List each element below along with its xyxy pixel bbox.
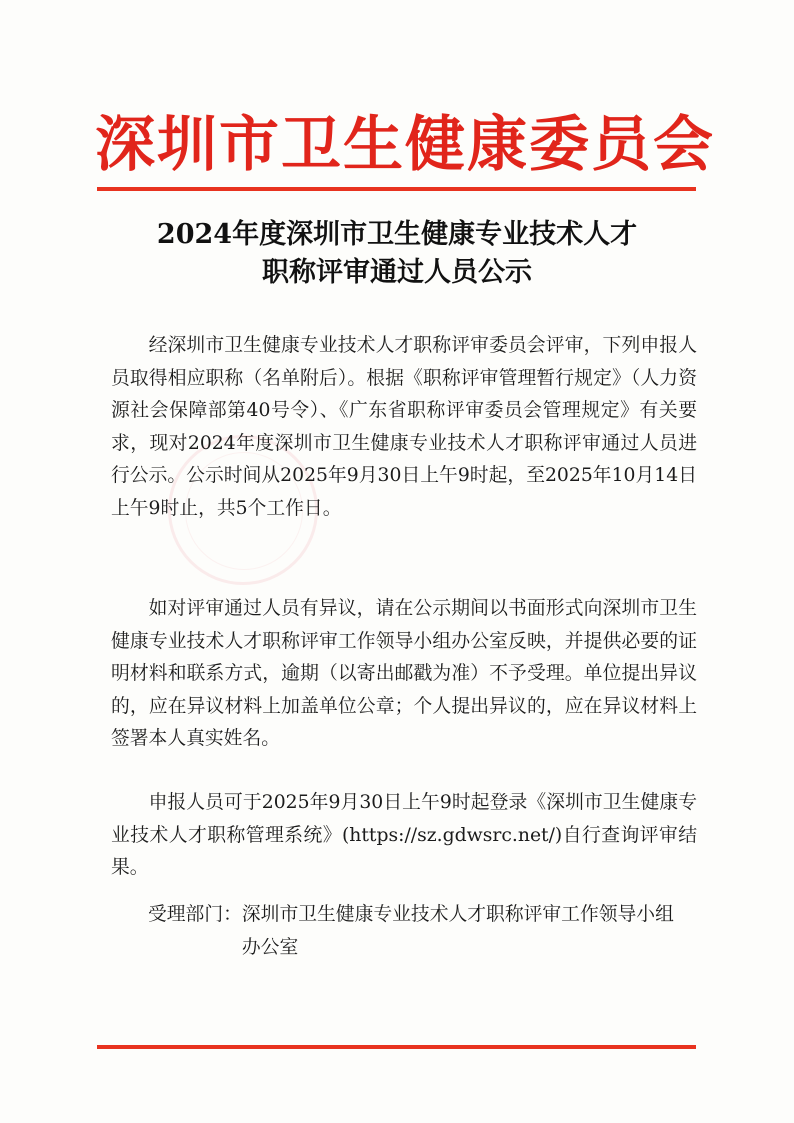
paragraph-text: 经深圳市卫生健康专业技术人才职称评审委员会评审，下列申报人员取得相应职称（名单附后）。根据《职称评审管理暂行规定》（人力资源社会保障部第40号令）、《广东省职称评审委员会管理规定》有关要求，现对2024年度深圳市卫生健康专业技术人才职称评审通过人员进行公示。公示时间从2025年9月30日上午9时起，至2025年10月14日上午9时止，共5个工作日。 [111, 335, 697, 519]
document-title-line-2: 职称评审通过人员公示 [262, 257, 532, 288]
department-label: 受理部门： [148, 904, 242, 925]
department-name: 深圳市卫生健康专业技术人才职称评审工作领导小组办公室 [241, 904, 674, 958]
receiving-department [148, 898, 686, 964]
footer-red-rule [97, 1045, 696, 1049]
letterhead-title: 深圳市卫生健康委员会 [95, 110, 715, 180]
body-paragraph-1 [111, 330, 697, 526]
document-title-line-1: 2024年度深圳市卫生健康专业技术人才 [156, 219, 638, 250]
letterhead-red-rule [97, 187, 696, 191]
body-paragraph-2 [111, 593, 697, 756]
paragraph-text: 如对评审通过人员有异议，请在公示期间以书面形式向深圳市卫生健康专业技术人才职称评审工作领导小组办公室反映，并提供必要的证明材料和联系方式，逾期（以寄出邮戳为准）不予受理。单位提出异议的，应在异议材料上加盖单位公章；个人提出异议的，应在异议材料上签署本人真实姓名。 [111, 598, 697, 750]
paragraph-text: 申报人员可于2025年9月30日上午9时起登录《深圳市卫生健康专业技术人才职称管理系统》(https://sz.gdwsrc.net/)自行查询评审结果。 [111, 792, 697, 879]
body-paragraph-3 [111, 787, 697, 885]
